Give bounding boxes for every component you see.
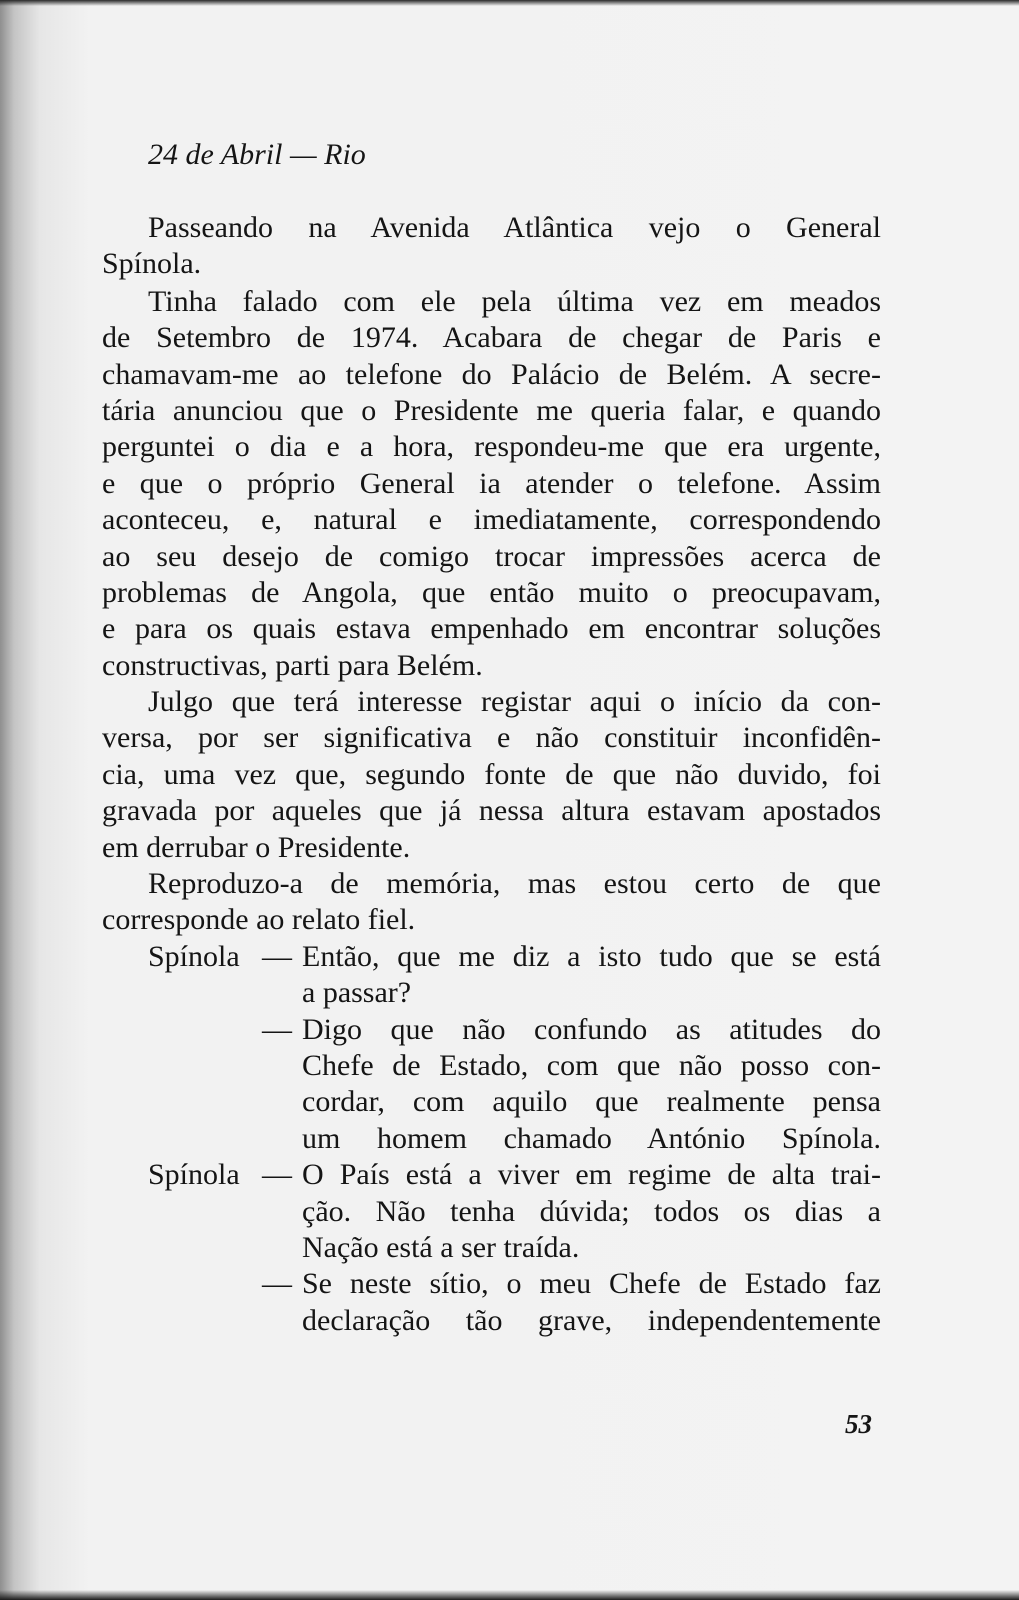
paragraph-2-line-4: tária anunciou que o Presidente me queria falar, e quando	[102, 394, 881, 427]
dialogue-2-line-1: Digo que não confundo as atitudes do	[302, 1013, 881, 1046]
paragraph-2-line-10: e para os quais estava empenhado em encontrar soluções	[102, 612, 881, 645]
dialogue-3-line-1: O País está a viver em regime de alta trai-	[302, 1158, 881, 1191]
dialogue-1-line-1: Então, que me diz a isto tudo que se está	[302, 940, 881, 973]
dialogue-3-dash: —	[262, 1158, 292, 1191]
paragraph-2-line-1: Tinha falado com ele pela última vez em meados	[148, 285, 881, 318]
dialogue-3-line-3: Nação está a ser traída.	[302, 1231, 580, 1264]
dialogue-4-line-2: declaração tão grave, independentemente	[302, 1304, 881, 1337]
paragraph-2-line-3: chamavam-me ao telefone do Palácio de Belém. A secre-	[102, 358, 881, 391]
dialogue-2-line-2: Chefe de Estado, com que não posso con-	[302, 1049, 881, 1082]
paragraph-2-line-8: ao seu desejo de comigo trocar impressões acerca de	[102, 540, 881, 573]
paragraph-2-line-9: problemas de Angola, que então muito o preocupavam,	[102, 576, 881, 609]
paragraph-3-line-2: versa, por ser significativa e não constituir inconfidên-	[102, 721, 881, 754]
paragraph-1-line-1: Passeando na Avenida Atlântica vejo o General	[148, 211, 881, 244]
dialogue-3-line-2: ção. Não tenha dúvida; todos os dias a	[302, 1195, 881, 1228]
paragraph-4-line-1: Reproduzo-a de memória, mas estou certo de que	[148, 867, 881, 900]
dialogue-4-line-1: Se neste sítio, o meu Chefe de Estado faz	[302, 1267, 881, 1300]
section-heading: 24 de Abril — Rio	[148, 138, 366, 171]
dialogue-1-line-2: a passar?	[302, 976, 412, 1009]
dialogue-1-speaker: Spínola	[148, 940, 240, 973]
paragraph-2-line-11: constructivas, parti para Belém.	[102, 649, 483, 682]
paragraph-3-line-4: gravada por aqueles que já nessa altura estavam apostados	[102, 794, 881, 827]
dialogue-1-dash: —	[262, 940, 292, 973]
page-bottom-shadow	[0, 1590, 1019, 1600]
paragraph-2-line-5: perguntei o dia e a hora, respondeu-me que era urgente,	[102, 430, 881, 463]
page-number: 53	[845, 1409, 872, 1439]
paragraph-1-line-2: Spínola.	[102, 247, 202, 280]
paragraph-3-line-3: cia, uma vez que, segundo fonte de que não duvido, foi	[102, 758, 881, 791]
dialogue-2-line-4: um homem chamado António Spínola.	[302, 1122, 881, 1155]
dialogue-4-dash: —	[262, 1267, 292, 1300]
paragraph-4-line-2: corresponde ao relato fiel.	[102, 903, 416, 936]
dialogue-2-dash: —	[262, 1013, 292, 1046]
page-top-shadow	[0, 0, 1019, 6]
paragraph-2-line-2: de Setembro de 1974. Acabara de chegar de Paris e	[102, 321, 881, 354]
paragraph-2-line-6: e que o próprio General ia atender o telefone. Assim	[102, 467, 881, 500]
dialogue-2-line-3: cordar, com aquilo que realmente pensa	[302, 1085, 881, 1118]
paragraph-2-line-7: aconteceu, e, natural e imediatamente, correspondendo	[102, 503, 881, 536]
paragraph-3-line-1: Julgo que terá interesse registar aqui o início da con-	[148, 685, 881, 718]
dialogue-3-speaker: Spínola	[148, 1158, 240, 1191]
paragraph-3-line-5: em derrubar o Presidente.	[102, 831, 411, 864]
